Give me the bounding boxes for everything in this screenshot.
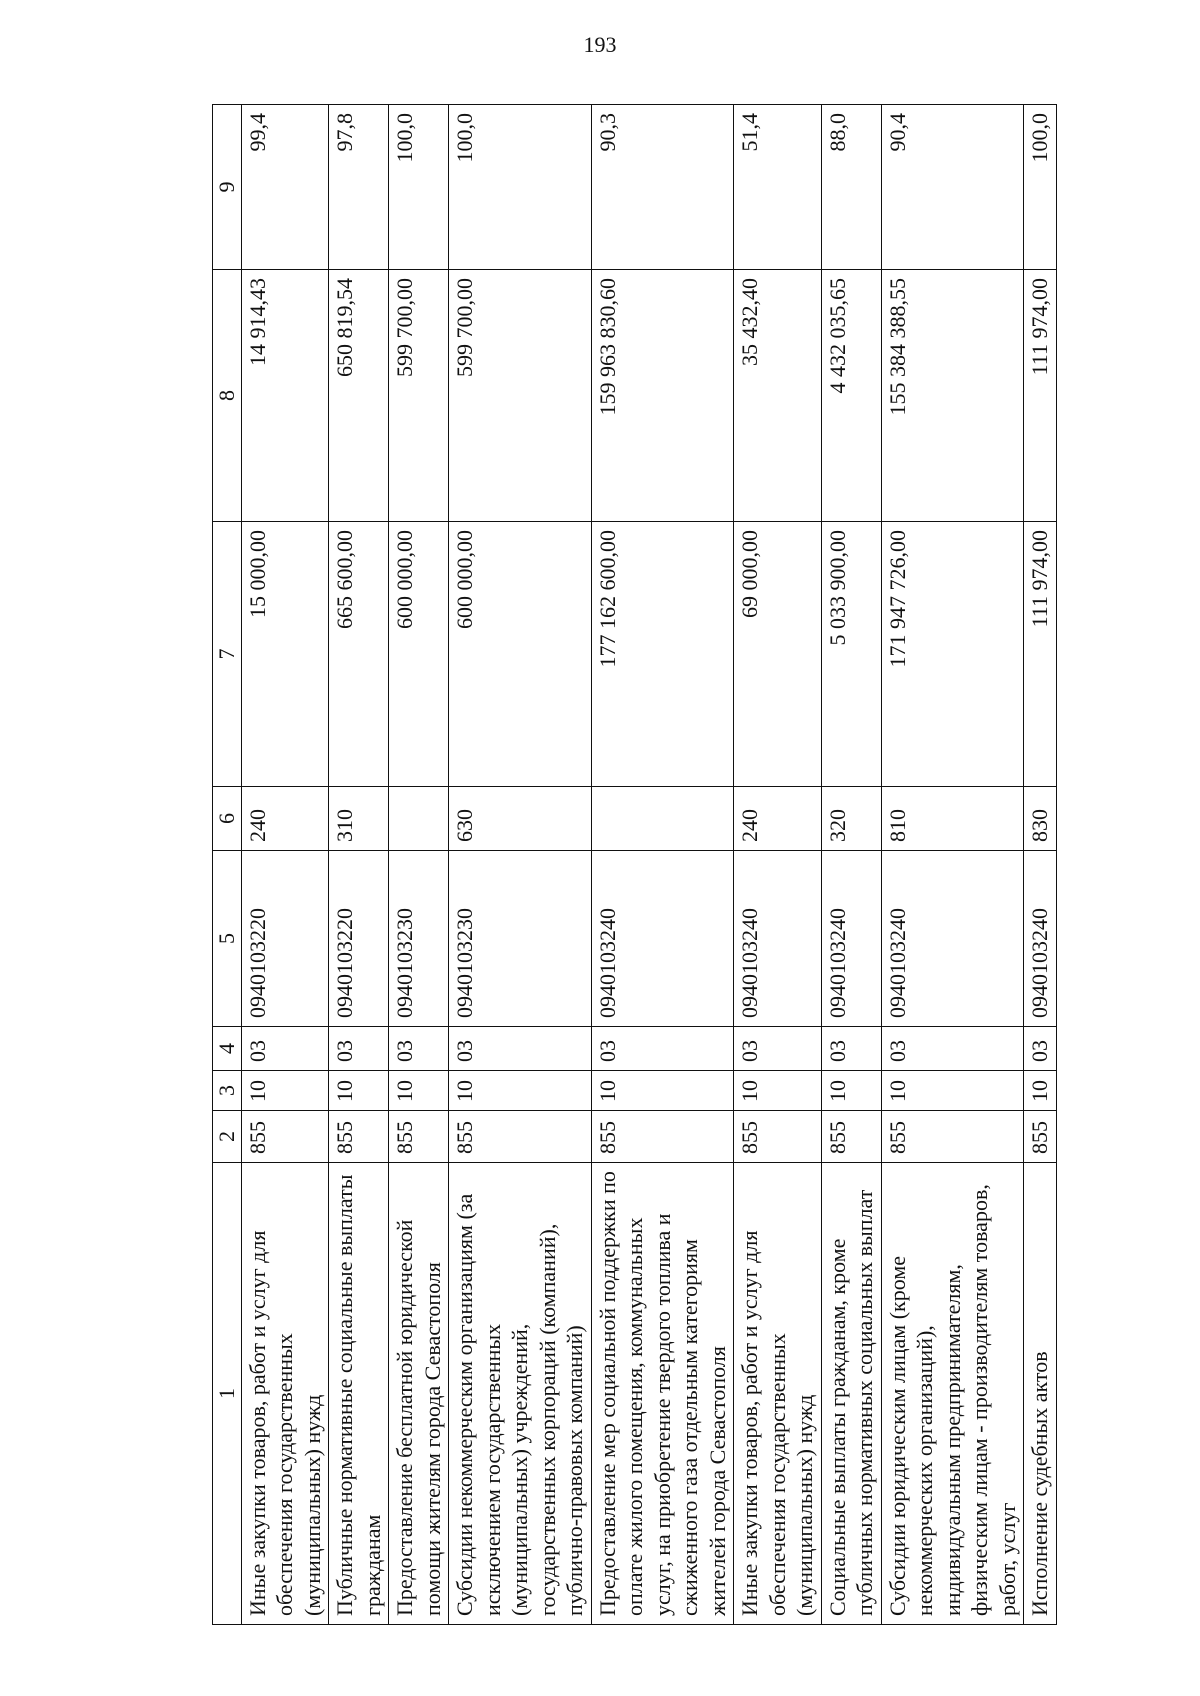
ministry-code: 855 <box>821 1111 881 1163</box>
executed-amount: 599 700,00 <box>389 270 449 522</box>
section-code: 10 <box>241 1071 329 1111</box>
section-code: 10 <box>389 1071 449 1111</box>
column-header: 8 <box>213 270 242 522</box>
budget-table <box>212 104 1057 1625</box>
ministry-code: 855 <box>241 1111 329 1163</box>
execution-percent: 90,4 <box>881 105 1024 270</box>
target-article-code: 0940103230 <box>389 851 449 1027</box>
target-article-code: 0940103220 <box>329 851 389 1027</box>
target-article-code: 0940103230 <box>449 851 592 1027</box>
execution-percent: 51,4 <box>734 105 822 270</box>
column-header: 9 <box>213 105 242 270</box>
execution-percent: 100,0 <box>1024 105 1057 270</box>
column-header: 1 <box>213 1163 242 1625</box>
planned-amount: 600 000,00 <box>449 522 592 787</box>
expense-type-code: 810 <box>881 787 1024 851</box>
executed-amount: 14 914,43 <box>241 270 329 522</box>
expense-type-code: 630 <box>449 787 592 851</box>
table-row <box>821 105 881 1625</box>
subsection-code: 03 <box>821 1027 881 1071</box>
expense-type-code: 310 <box>329 787 389 851</box>
item-name: Социальные выплаты гражданам, кроме публичных нормативных социальных выплат <box>821 1163 881 1625</box>
planned-amount: 15 000,00 <box>241 522 329 787</box>
column-header: 7 <box>213 522 242 787</box>
ministry-code: 855 <box>591 1111 734 1163</box>
planned-amount: 69 000,00 <box>734 522 822 787</box>
planned-amount: 111 974,00 <box>1024 522 1057 787</box>
table-row <box>389 105 449 1625</box>
rotated-table-container <box>212 105 1092 1625</box>
executed-amount: 35 432,40 <box>734 270 822 522</box>
item-name: Публичные нормативные социальные выплаты гражданам <box>329 1163 389 1625</box>
item-name: Предоставление мер социальной поддержки по оплате жилого помещения, коммунальных услуг, на приобретение твердого топлива и сжиженного газа отдельным категориям жителей города Севастополя <box>591 1163 734 1625</box>
item-name: Субсидии некоммерческим организациям (за исключением государственных (муниципальных) учреждений, государственных корпораций (компаний), публично-правовых компаний) <box>449 1163 592 1625</box>
planned-amount: 665 600,00 <box>329 522 389 787</box>
table-row <box>449 105 592 1625</box>
executed-amount: 4 432 035,65 <box>821 270 881 522</box>
ministry-code: 855 <box>389 1111 449 1163</box>
planned-amount: 600 000,00 <box>389 522 449 787</box>
execution-percent: 100,0 <box>389 105 449 270</box>
execution-percent: 100,0 <box>449 105 592 270</box>
target-article-code: 0940103240 <box>591 851 734 1027</box>
ministry-code: 855 <box>449 1111 592 1163</box>
target-article-code: 0940103240 <box>881 851 1024 1027</box>
ministry-code: 855 <box>1024 1111 1057 1163</box>
item-name: Иные закупки товаров, работ и услуг для обеспечения государственных (муниципальных) нужд <box>734 1163 822 1625</box>
target-article-code: 0940103240 <box>821 851 881 1027</box>
expense-type-code: 320 <box>821 787 881 851</box>
column-header: 4 <box>213 1027 242 1071</box>
subsection-code: 03 <box>734 1027 822 1071</box>
expense-type-code: 830 <box>1024 787 1057 851</box>
item-name: Субсидии юридическим лицам (кроме некоммерческих организаций), индивидуальным предпринимателям, физическим лицам - производителям товаров, работ, услуг <box>881 1163 1024 1625</box>
execution-percent: 90,3 <box>591 105 734 270</box>
section-code: 10 <box>329 1071 389 1111</box>
item-name: Иные закупки товаров, работ и услуг для обеспечения государственных (муниципальных) нужд <box>241 1163 329 1625</box>
item-name: Исполнение судебных актов <box>1024 1163 1057 1625</box>
subsection-code: 03 <box>389 1027 449 1071</box>
subsection-code: 03 <box>329 1027 389 1071</box>
ministry-code: 855 <box>329 1111 389 1163</box>
subsection-code: 03 <box>881 1027 1024 1071</box>
expense-type-code <box>591 787 734 851</box>
execution-percent: 88,0 <box>821 105 881 270</box>
table-row <box>1024 105 1057 1625</box>
executed-amount: 650 819,54 <box>329 270 389 522</box>
section-code: 10 <box>821 1071 881 1111</box>
planned-amount: 177 162 600,00 <box>591 522 734 787</box>
column-header: 3 <box>213 1071 242 1111</box>
table-row <box>591 105 734 1625</box>
execution-percent: 97,8 <box>329 105 389 270</box>
planned-amount: 5 033 900,00 <box>821 522 881 787</box>
section-code: 10 <box>1024 1071 1057 1111</box>
table-row <box>329 105 389 1625</box>
subsection-code: 03 <box>241 1027 329 1071</box>
executed-amount: 599 700,00 <box>449 270 592 522</box>
subsection-code: 03 <box>449 1027 592 1071</box>
page-number: 193 <box>583 32 617 57</box>
column-header: 6 <box>213 787 242 851</box>
column-header: 5 <box>213 851 242 1027</box>
target-article-code: 0940103240 <box>1024 851 1057 1027</box>
rotated-table-wrapper <box>212 105 1092 1625</box>
column-number-row <box>213 105 242 1625</box>
subsection-code: 03 <box>591 1027 734 1071</box>
execution-percent: 99,4 <box>241 105 329 270</box>
item-name: Предоставление бесплатной юридической помощи жителям города Севастополя <box>389 1163 449 1625</box>
subsection-code: 03 <box>1024 1027 1057 1071</box>
section-code: 10 <box>449 1071 592 1111</box>
section-code: 10 <box>734 1071 822 1111</box>
expense-type-code: 240 <box>241 787 329 851</box>
table-row <box>881 105 1024 1625</box>
column-header: 2 <box>213 1111 242 1163</box>
target-article-code: 0940103240 <box>734 851 822 1027</box>
planned-amount: 171 947 726,00 <box>881 522 1024 787</box>
executed-amount: 159 963 830,60 <box>591 270 734 522</box>
ministry-code: 855 <box>881 1111 1024 1163</box>
section-code: 10 <box>881 1071 1024 1111</box>
table-row <box>241 105 329 1625</box>
expense-type-code: 240 <box>734 787 822 851</box>
expense-type-code <box>389 787 449 851</box>
table-row <box>734 105 822 1625</box>
executed-amount: 111 974,00 <box>1024 270 1057 522</box>
ministry-code: 855 <box>734 1111 822 1163</box>
executed-amount: 155 384 388,55 <box>881 270 1024 522</box>
target-article-code: 0940103220 <box>241 851 329 1027</box>
section-code: 10 <box>591 1071 734 1111</box>
